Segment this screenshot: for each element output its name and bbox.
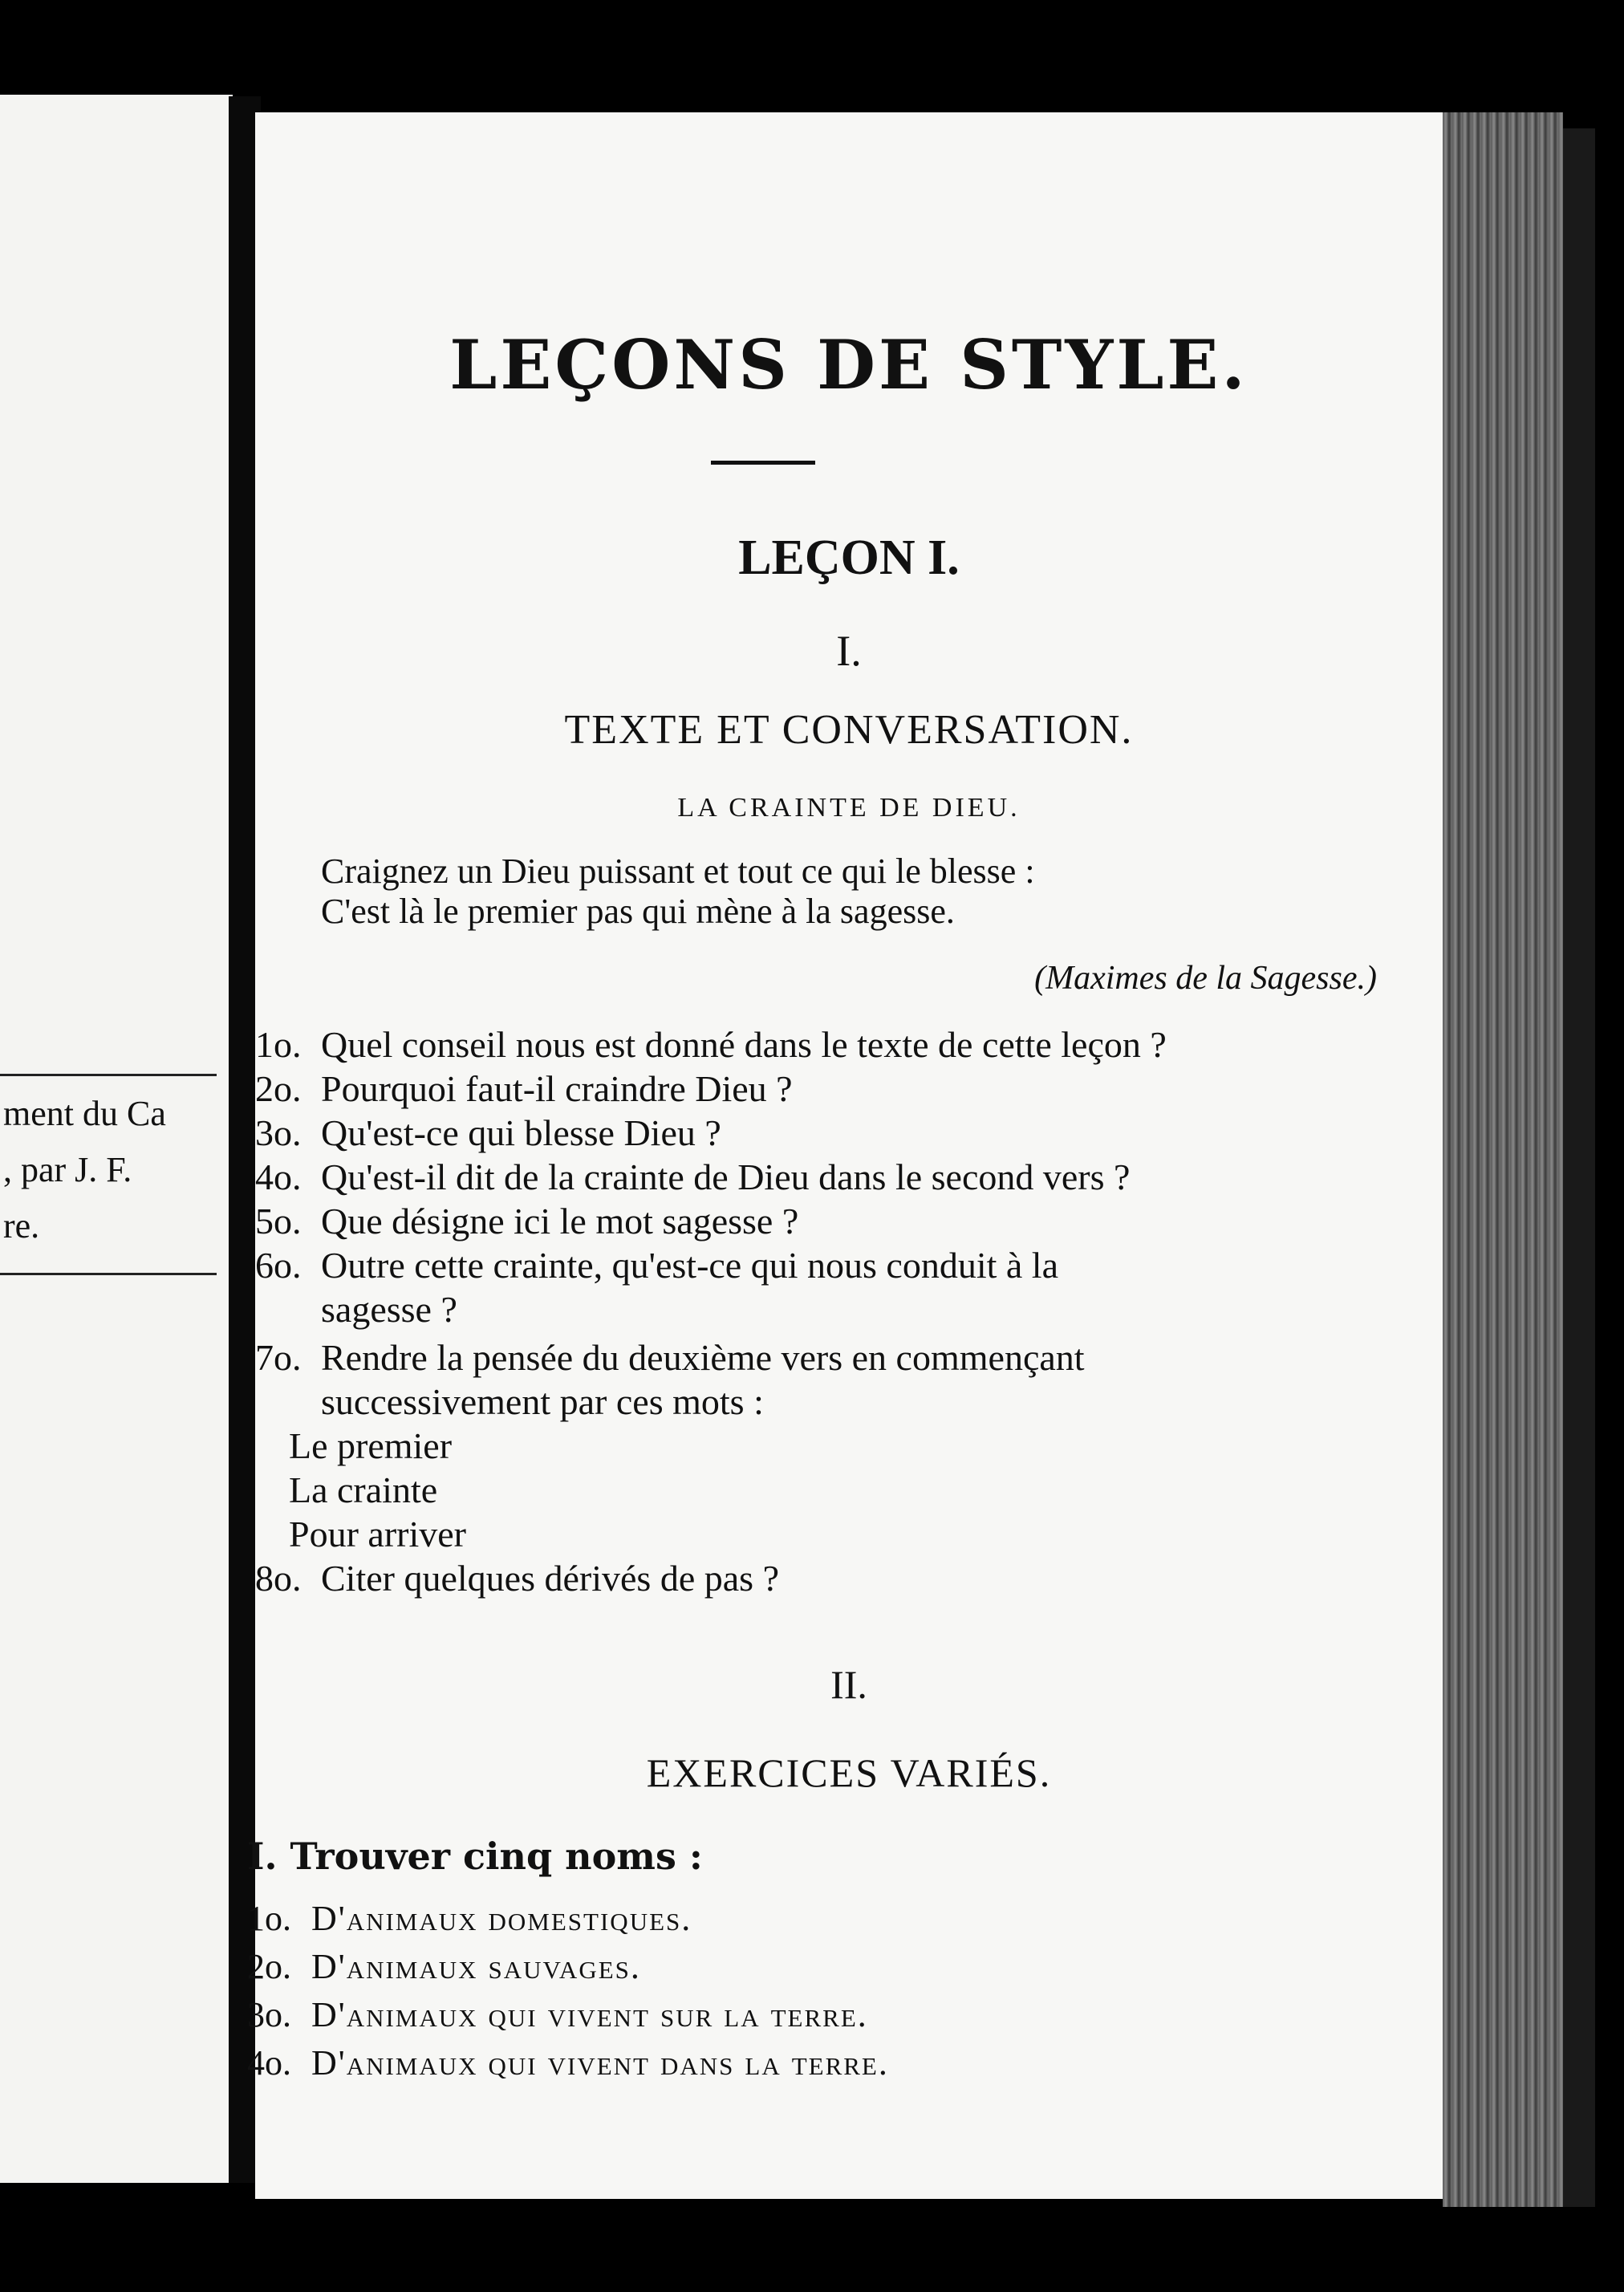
question-item: 6o. Outre cette crainte, qu'est-ce qui nous conduit à la	[255, 1245, 1058, 1286]
question-item: 3o. Qu'est-ce qui blesse Dieu ?	[255, 1112, 721, 1153]
section-heading: EXERCICES VARIÉS.	[646, 1750, 1052, 1795]
divider	[0, 1273, 217, 1275]
title-divider	[711, 461, 815, 465]
section-heading: TEXTE ET CONVERSATION.	[564, 707, 1134, 753]
verse-line: Craignez un Dieu puissant et tout ce qui le blesse :	[321, 851, 1035, 891]
exercise-item: 3o. D'animaux qui vivent sur la terre.	[247, 1995, 868, 2034]
exercise-item: 4o. D'animaux qui vivent dans la terre.	[247, 2043, 889, 2083]
left-text-line: ment du Ca	[3, 1094, 166, 1133]
section-numeral: I.	[836, 627, 862, 675]
verse-source: (Maximes de la Sagesse.)	[1034, 960, 1377, 997]
question-subitem: La crainte	[289, 1469, 438, 1510]
question-item: 2o. Pourquoi faut-il craindre Dieu ?	[255, 1068, 793, 1109]
left-text-line: re.	[3, 1206, 40, 1246]
question-item: 1o. Quel conseil nous est donné dans le texte de cette leçon ?	[255, 1024, 1167, 1065]
lesson-heading: LEÇON I.	[738, 530, 960, 585]
question-item: 4o. Qu'est-il dit de la crainte de Dieu dans le second vers ?	[255, 1156, 1131, 1197]
question-continuation: successivement par ces mots :	[321, 1381, 764, 1422]
exercise-item: 2o. D'animaux sauvages.	[247, 1947, 641, 1986]
question-item: 7o. Rendre la pensée du deuxième vers en commençant	[255, 1337, 1085, 1378]
exercise-heading: I. Trouver cinq noms :	[247, 1835, 703, 1878]
divider	[0, 1074, 217, 1076]
book-page	[247, 112, 1443, 2199]
question-subitem: Pour arriver	[289, 1514, 466, 1554]
section-numeral: II.	[830, 1662, 867, 1707]
facing-page-fragment	[0, 95, 233, 2183]
book-cover-edge	[1563, 128, 1595, 2207]
text-title: LA CRAINTE DE DIEU.	[677, 793, 1021, 823]
page-title: LEÇONS DE STYLE.	[449, 325, 1248, 404]
verse-line: C'est là le premier pas qui mène à la sagesse.	[321, 892, 955, 931]
question-subitem: Le premier	[289, 1425, 453, 1466]
page-edges	[1443, 112, 1563, 2207]
question-continuation: sagesse ?	[321, 1289, 457, 1330]
question-item: 8o. Citer quelques dérivés de pas ?	[255, 1558, 779, 1599]
exercise-item: 1o. D'animaux domestiques.	[247, 1899, 692, 1938]
left-text-line: , par J. F.	[3, 1150, 132, 1189]
question-item: 5o. Que désigne ici le mot sagesse ?	[255, 1201, 799, 1242]
